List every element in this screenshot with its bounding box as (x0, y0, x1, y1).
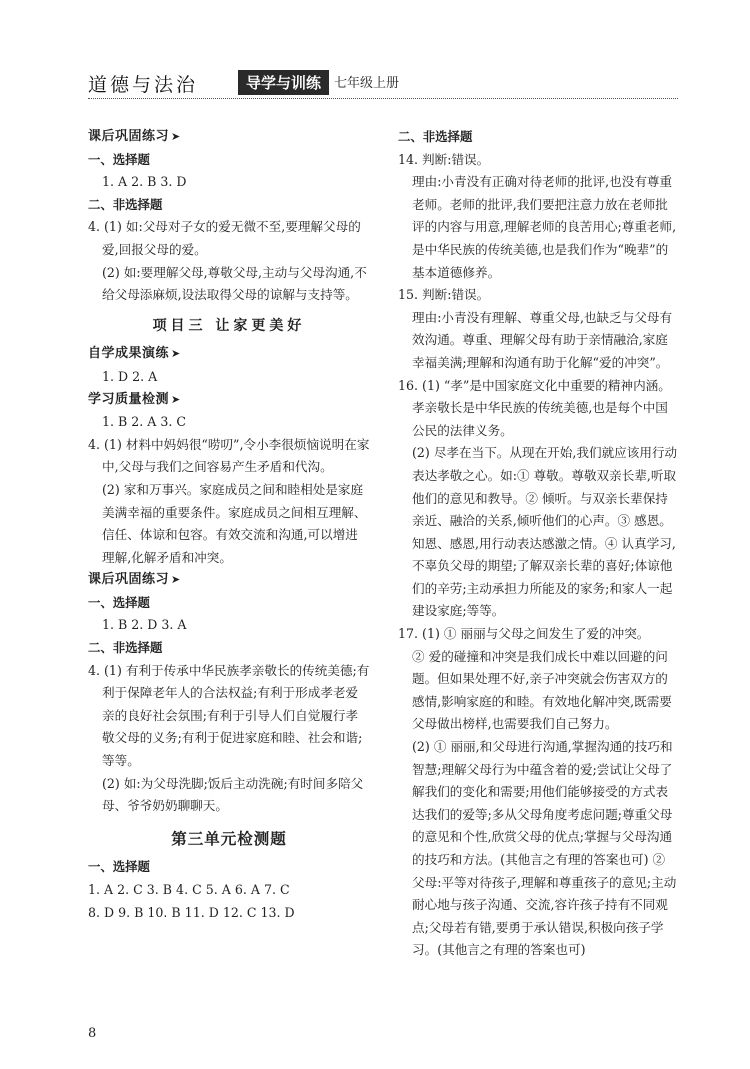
answer-line: 1. D 2. A (102, 368, 158, 384)
answer-paragraph: 4. (1) 如:父母对子女的爱无微不至,要理解父母的爱,回报父母的爱。 (88, 219, 361, 257)
answer-line: 1. A 2. B 3. D (102, 174, 187, 190)
section-title: 学习质量检测 ➤ (88, 391, 181, 407)
project-title: 项目三 让家更美好 (152, 317, 306, 334)
answer-paragraph: ② 爱的碰撞和冲突是我们成长中难以回避的问题。但如果处理不好,亲子冲突就会伤害双方的感情,影响家庭的和睦。有效地化解冲突,既需要父母做出榜样,也需要我们自己努力。 (412, 648, 672, 732)
answer-paragraph: 理由:小青没有理解、尊重父母,也缺乏与父母有效沟通。尊重、理解父母有助于亲情融洽,家庭幸福美满;理解和沟通有助于化解“爱的冲突”。 (412, 309, 673, 370)
answer-line: 1. A 2. C 3. B 4. C 5. A 6. A 7. C (88, 882, 290, 897)
answer-paragraph: 理由:小青没有正确对待老师的批评,也没有尊重老师。老师的批评,我们要把注意力放在老师批评的内容与用意,理解老师的良苦用心;尊重老师,是中华民族的传统美德,也是我们作为“晚辈”的基本道德修养。 (412, 174, 677, 280)
arrow-icon: ➤ (171, 573, 181, 587)
subsection-title: 一、选择题 (88, 859, 150, 875)
section-title: 课后巩固练习 ➤ (88, 572, 181, 588)
page-number: 8 (88, 1026, 97, 1041)
unit-title: 第三单元检测题 (171, 828, 287, 848)
answer-line: 8. D 9. B 10. B 11. D 12. C 13. D (88, 904, 295, 920)
answer-paragraph: 4. (1) 有利于传承中华民族孝亲敬长的传统美德;有利于保障老年人的合法权益;有利于形成孝老爱亲的良好社会氛围;有利于引导人们自觉履行孝敬父母的义务;有利于促进家庭和睦、社会和谐;等等。 (88, 662, 370, 769)
header-dotted-rule (88, 98, 678, 99)
arrow-icon: ➤ (171, 130, 181, 143)
answer-paragraph: 17. (1) ① 丽丽与父母之间发生了爱的冲突。 (398, 626, 650, 642)
subsection-title: 一、选择题 (88, 151, 150, 167)
answer-line: 1. B 2. D 3. A (102, 617, 187, 633)
page-header (88, 70, 678, 106)
answer-line: 1. B 2. A 3. C (102, 414, 187, 430)
answer-paragraph: (2) 如:要理解父母,尊敬父母,主动与父母沟通,不给父母添麻烦,设法取得父母的谅解与支持等。 (102, 264, 367, 303)
answer-paragraph: (2) ① 丽丽,和父母进行沟通,掌握沟通的技巧和智慧;理解父母行为中蕴含着的爱;尝试让父母了解我们的变化和需要;用他们能够接受的方式表达我们的爱等;多从父母角度考虑问题;尊重父母的意见和个性,欣赏父母的优点;掌握与父母沟通的技巧和方法。(其他言之有理的答案也可) ② 父母:平等对待孩子,理解和尊重孩子的意见;主动耐心地与孩子沟通、交流,容许孩子持有不同观点;父母若有错,要勇于承认错误,积极向孩子学习。(其他言之有理的答案也可) (412, 739, 677, 958)
subsection-title: 二、非选择题 (88, 640, 163, 656)
header-badge: 导学与训练 (238, 70, 329, 95)
left-column (88, 126, 370, 924)
subsection-title: 一、选择题 (88, 594, 150, 610)
arrow-icon: ➤ (171, 347, 181, 361)
header-subject: 道德与法治 (88, 74, 199, 96)
section-title: 课后巩固练习 ➤ (88, 129, 181, 144)
answer-line: 14. 判断:错误。 (398, 151, 490, 167)
answer-paragraph: 16. (1) “孝”是中国家庭文化中重要的精神内涵。孝亲敬长是中华民族的传统美德,也是每个中国公民的法律义务。 (398, 377, 671, 438)
answer-line: 15. 判断:错误。 (398, 287, 490, 303)
answer-paragraph: (2) 家和万事兴。家庭成员之间和睦相处是家庭美满幸福的重要条件。家庭成员之间相互理解、信任、体谅和包容。有效交流和沟通,可以增进理解,化解矛盾和冲突。 (102, 481, 367, 565)
answer-paragraph: (2) 如:为父母洗脚;饭后主动洗碗;有时间多陪父母、爷爷奶奶聊聊天。 (102, 775, 364, 814)
answer-paragraph: 4. (1) 材料中妈妈很“唠叨”,令小李很烦恼说明在家中,父母与我们之间容易产生矛盾和代沟。 (88, 436, 370, 475)
subsection-title: 二、非选择题 (398, 129, 473, 144)
arrow-icon: ➤ (171, 392, 181, 406)
header-grade: 七年级上册 (334, 76, 400, 91)
subsection-title: 二、非选择题 (88, 196, 163, 212)
answer-paragraph: (2) 尽孝在当下。从现在开始,我们就应该用行动表达孝敬之心。如:① 尊敬。尊敬双亲长辈,听取他们的意见和教导。② 倾听。与双亲长辈保持亲近、融洽的关系,倾听他们的心声。③ 感恩。知恩、感恩,用行动表达感激之情。④ 认真学习,不辜负父母的期望;了解双亲长辈的喜好;体谅他们的辛劳;主动承担力所能及的家务;和家人一起建设家庭;等等。 (412, 445, 678, 619)
right-column (398, 126, 678, 962)
section-title: 自学成果演练 ➤ (88, 346, 181, 362)
